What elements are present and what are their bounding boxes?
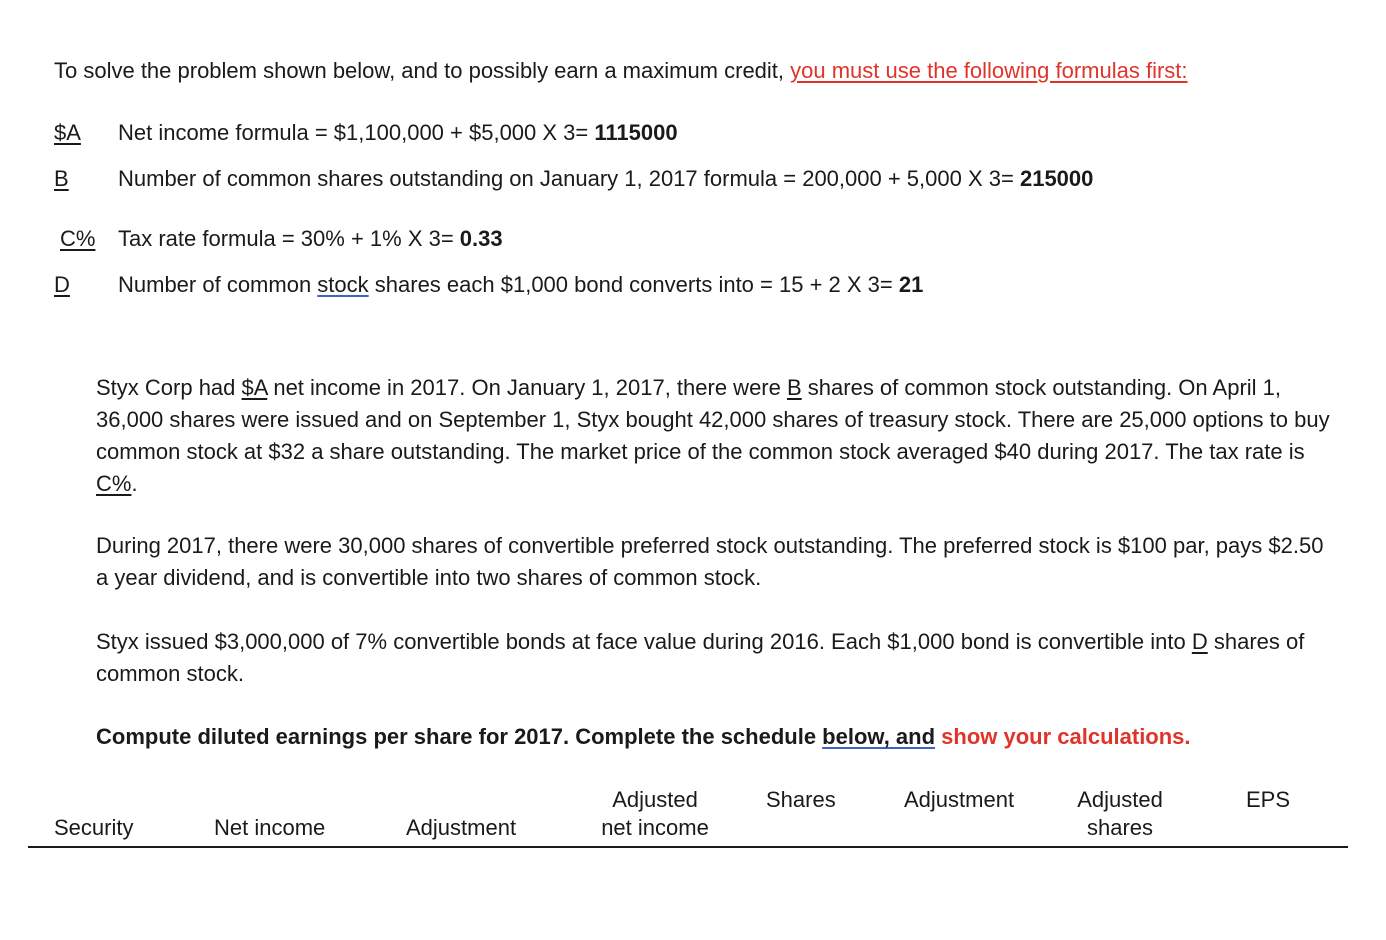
intro-text: To solve the problem shown below, and to possibly earn a maximum credit, [54,58,791,83]
instruction-text: Compute diluted earnings per share for 2017. Complete the schedule [96,724,823,749]
p3-ref: D [1191,629,1208,654]
p3-text-b: shares of common stock. [96,629,1305,686]
col-header-adjusted-net-income [580,786,730,842]
p1-ref-b: B [786,375,802,400]
formula-result-a: 1115000 [594,120,678,145]
intro-line [54,58,1188,84]
formula-label-c: C% [60,226,96,251]
p1-text-a: Styx Corp had [96,375,242,400]
formula-text-b: Number of common shares outstanding on January 1, 2017 formula = 200,000 + 5,000 X 3= [118,166,1020,191]
p1-text-b: net income in 2017. On January 1, 2017, there were [267,375,787,400]
formula-text-d-word: stock [317,272,369,297]
problem-paragraph-2: During 2017, there were 30,000 shares of convertible preferred stock outstanding. The preferred stock is $100 par, pays $2.50 a year dividend, and is convertible into two shares of common stock. [96,533,1324,590]
formula-text-d-a: Number of common [118,272,318,297]
formula-text-d-b: shares each $1,000 bond converts into = 15 + 2 X 3= [368,272,899,297]
col-header-shares: Shares [766,787,836,812]
formula-result-b: 215000 [1019,166,1094,191]
formula-label-b: B [54,166,69,191]
col-header-eps: EPS [1246,787,1291,812]
formula-result-d: 21 [898,272,924,297]
instruction-red: show your calculations. [935,724,1191,749]
formula-row-c [118,226,503,252]
formula-row-a [118,120,678,146]
adjusted-net-income-line2: net income [601,815,709,840]
col-header-adjusted-shares [1060,786,1180,842]
problem-paragraph-1 [96,372,1336,500]
p3-text-a: Styx issued $3,000,000 of 7% convertible bonds at face value during 2016. Each $1,000 bond is convertible into [96,629,1192,654]
intro-highlight: you must use the following formulas first: [790,58,1188,83]
adjusted-shares-line1: Adjusted [1077,787,1163,812]
formula-label-d: D [54,272,70,297]
col-header-adjustment-2: Adjustment [904,787,1015,812]
formula-text-c: Tax rate formula = 30% + 1% X 3= [118,226,460,251]
table-header-rule [28,846,1348,848]
p1-ref-c: C% [96,471,132,496]
problem-paragraph-3 [96,626,1336,690]
formula-label-a: $A [54,120,81,145]
col-header-net-income: Net income [214,815,326,840]
instruction-line [96,724,1191,750]
formula-result-c: 0.33 [459,226,503,251]
formula-row-d [118,272,923,298]
adjusted-shares-line2: shares [1086,815,1154,840]
p1-ref-a: $A [241,375,268,400]
p1-text-c: shares of common stock outstanding. On April 1, 36,000 shares were issued and on September 1, Styx bought 42,000 shares of treasury stock. There are 25,000 options to buy common stock at $32 a share outstanding. The market price of the common stock averaged $40 during 2017. The tax rate is [96,375,1330,464]
p1-text-d: . [131,471,138,496]
instruction-underlined: below, and [822,724,936,749]
formula-row-b [118,166,1093,192]
formula-text-a: Net income formula = $1,100,000 + $5,000 X 3= [118,120,595,145]
col-header-adjustment-1: Adjustment [406,815,517,840]
adjusted-net-income-line1: Adjusted [612,787,698,812]
col-header-security: Security [54,815,134,840]
